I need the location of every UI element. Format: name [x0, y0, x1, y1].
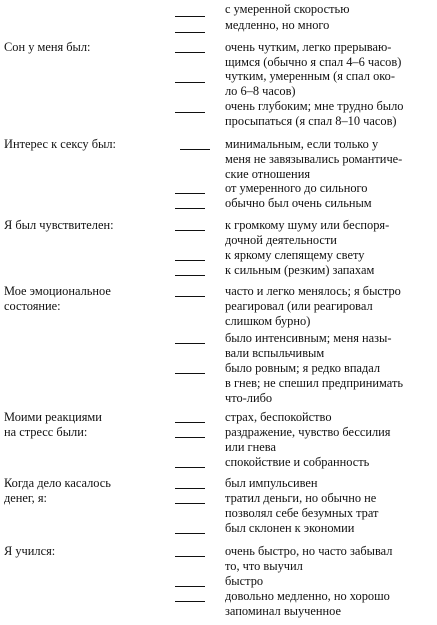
option-line: очень чутким, легко прерываю- — [225, 40, 392, 54]
option-line: слишком бурно) — [225, 314, 311, 329]
option-line: тратил деньги, но обычно не — [225, 491, 377, 505]
answer-blank[interactable] — [175, 275, 205, 276]
option-line: просыпаться (я спал 8–10 часов) — [225, 114, 397, 129]
option-line: был импульсивен — [225, 476, 318, 490]
answer-blank[interactable] — [175, 32, 205, 33]
option-text — [225, 361, 433, 407]
question-line: Когда дело касалось — [4, 476, 111, 490]
answer-blank[interactable] — [175, 343, 205, 344]
question-line: Я учился: — [4, 544, 56, 558]
option-text — [225, 425, 433, 455]
option-line: довольно медленно, но хорошо — [225, 589, 390, 603]
option-text — [225, 181, 433, 196]
option-line: или гнева — [225, 440, 276, 455]
answer-blank[interactable] — [175, 437, 205, 438]
option-text — [225, 196, 433, 211]
option-line: от умеренного до сильного — [225, 181, 368, 195]
option-text — [225, 263, 433, 278]
question-line: Моими реакциями — [4, 410, 102, 424]
question-label — [4, 284, 170, 314]
option-line: очень глубоким; мне трудно было — [225, 99, 404, 113]
option-line: было ровным; я редко впадал — [225, 361, 381, 375]
option-text — [225, 18, 433, 33]
option-text — [225, 410, 433, 425]
answer-blank[interactable] — [175, 467, 205, 468]
answer-blank[interactable] — [175, 422, 205, 423]
option-line: ло 6–8 часов) — [225, 84, 296, 99]
question-line: денег, я: — [4, 491, 47, 506]
option-line: был склонен к экономии — [225, 521, 355, 535]
option-line: дочной деятельности — [225, 233, 337, 248]
option-text — [225, 69, 433, 99]
option-text — [225, 40, 433, 70]
option-line: в гнев; не спешил предпринимать — [225, 376, 404, 391]
answer-blank[interactable] — [175, 208, 205, 209]
option-text — [225, 491, 433, 521]
option-line: минимальным, если только у — [225, 137, 379, 151]
option-line: ские отношения — [225, 167, 311, 182]
question-line: Я был чувствителен: — [4, 218, 114, 232]
option-line: медленно, но много — [225, 18, 330, 32]
question-line: Мое эмоциональное — [4, 284, 111, 298]
answer-blank[interactable] — [175, 488, 205, 489]
option-line: с умеренной скоростью — [225, 2, 350, 16]
option-text — [225, 544, 433, 574]
answer-blank[interactable] — [175, 230, 205, 231]
option-line: к сильным (резким) запахам — [225, 263, 375, 277]
answer-blank[interactable] — [180, 149, 210, 150]
option-text — [225, 99, 433, 129]
answer-blank[interactable] — [175, 260, 205, 261]
option-text — [225, 455, 433, 470]
option-text — [225, 2, 433, 17]
option-text — [225, 218, 433, 248]
option-line: страх, беспокойство — [225, 410, 332, 424]
option-line: что-либо — [225, 391, 273, 406]
answer-blank[interactable] — [175, 193, 205, 194]
option-text — [225, 248, 433, 263]
answer-blank[interactable] — [175, 296, 205, 297]
option-line: часто и легко менялось; я быстро — [225, 284, 401, 298]
option-line: быстро — [225, 574, 264, 588]
option-line: к громкому шуму или беспоря- — [225, 218, 390, 232]
answer-blank[interactable] — [175, 503, 205, 504]
answer-blank[interactable] — [175, 601, 205, 602]
option-text — [225, 589, 433, 619]
option-text — [225, 284, 433, 330]
answer-blank[interactable] — [175, 556, 205, 557]
answer-blank[interactable] — [175, 533, 205, 534]
option-line: обычно был очень сильным — [225, 196, 372, 210]
answer-blank[interactable] — [175, 373, 205, 374]
option-line: позволял себе безумных трат — [225, 506, 379, 521]
question-label — [4, 137, 170, 152]
question-label — [4, 40, 170, 55]
answer-blank[interactable] — [175, 52, 205, 53]
option-text — [225, 331, 433, 361]
question-line: на стресс были: — [4, 425, 88, 440]
option-line: реагировал (или реагировал — [225, 299, 373, 314]
option-line: то, что выучил — [225, 559, 303, 574]
option-text — [225, 521, 433, 536]
option-text — [225, 137, 433, 183]
option-line: к яркому слепящему свету — [225, 248, 365, 262]
question-label — [4, 544, 170, 559]
question-label — [4, 218, 170, 233]
answer-blank[interactable] — [175, 112, 205, 113]
answer-blank[interactable] — [175, 16, 205, 17]
option-line: щимся (обычно я спал 4–6 часов) — [225, 55, 402, 70]
question-label — [4, 410, 170, 440]
answer-blank[interactable] — [175, 586, 205, 587]
question-line: состояние: — [4, 299, 61, 314]
option-line: очень быстро, но часто забывал — [225, 544, 393, 558]
option-text — [225, 476, 433, 491]
option-line: спокойствие и собранность — [225, 455, 370, 469]
option-line: запоминал выученное — [225, 604, 342, 619]
option-line: чутким, умеренным (я спал око- — [225, 69, 395, 83]
option-line: меня не завязывались романтиче- — [225, 152, 403, 167]
question-label — [4, 476, 170, 506]
question-line: Сон у меня был: — [4, 40, 91, 54]
option-line: было интенсивным; меня назы- — [225, 331, 392, 345]
answer-blank[interactable] — [175, 82, 205, 83]
option-text — [225, 574, 433, 589]
option-line: вали вспыльчивым — [225, 346, 325, 361]
question-line: Интерес к сексу был: — [4, 137, 116, 151]
option-line: раздражение, чувство бессилия — [225, 425, 391, 439]
